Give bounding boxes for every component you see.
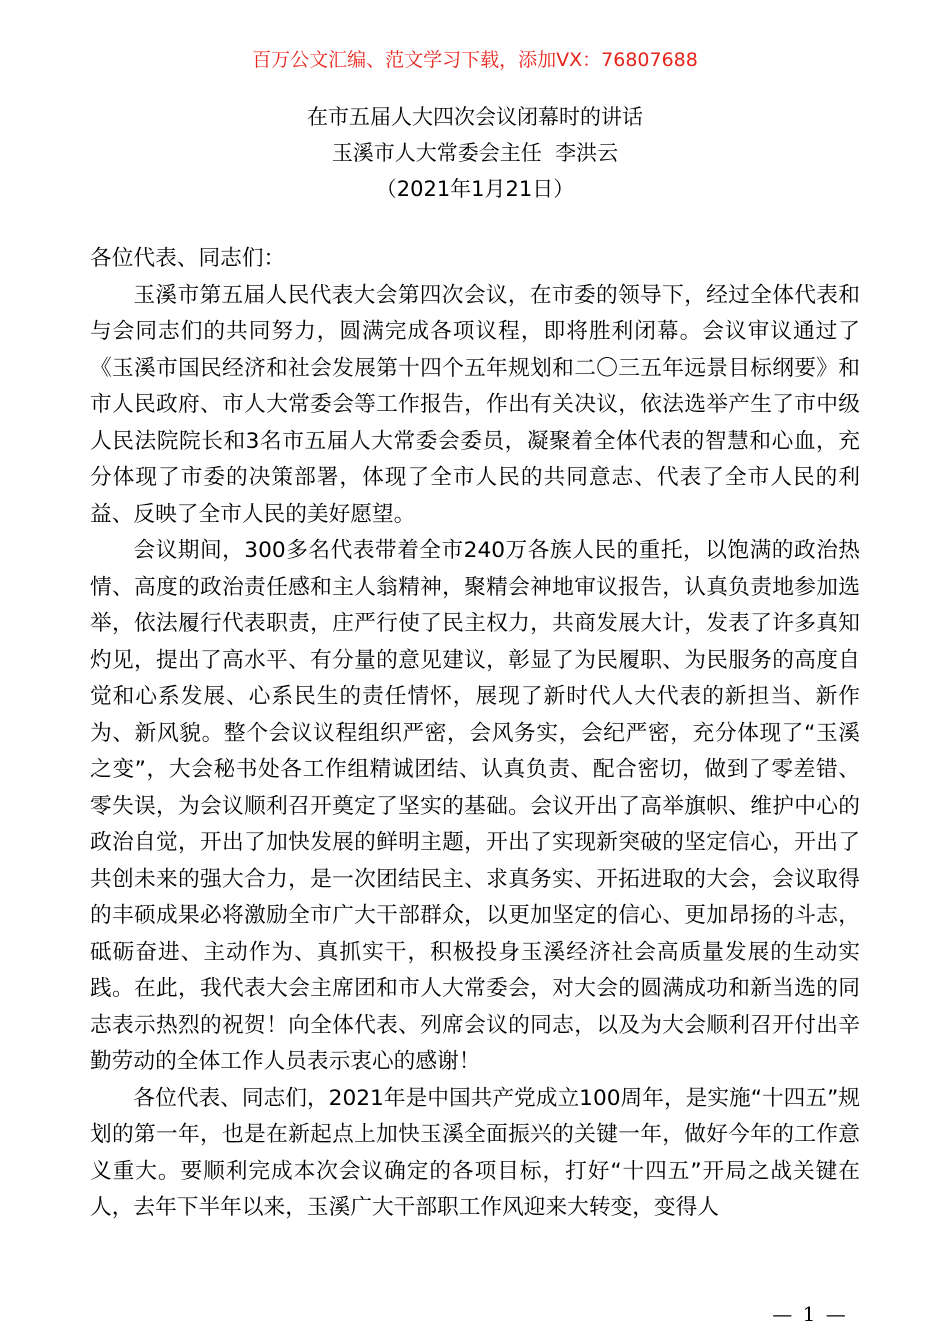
speech-date: （2021年1月21日） [375,177,575,201]
page-number: — 1 — [772,1302,848,1326]
speech-body [90,241,860,1227]
speech-title: 在市五届人大四次会议闭幕时的讲话 [307,105,643,129]
paragraph: 各位代表、同志们，2021年是中国共产党成立100周年，是实施“十四五”规划的第一年，也是在新起点上加快玉溪全面振兴的关键一年，做好今年的工作意义重大。要顺利完成本次会议确定的各项目标，打好“十四五”开局之战关键在人，去年下半年以来，玉溪广大干部职工作风迎来大转变，变得人 [90,1085,860,1220]
paragraph: 会议期间，300多名代表带着全市240万各族人民的重托，以饱满的政治热情、高度的政治责任感和主人翁精神，聚精会神地审议报告，认真负责地参加选举，依法履行代表职责，庄严行使了民主权力，共商发展大计，发表了许多真知灼见，提出了高水平、有分量的意见建议，彰显了为民履职、为民服务的高度自觉和心系发展、心系民生的责任情怀，展现了新时代人大代表的新担当、新作为、新风貌。整个会议议程组织严密，会风务实，会纪严密，充分体现了“玉溪之变”，大会秘书处各工作组精诚团结、认真负责、配合密切，做到了零差错、零失误，为会议顺利召开奠定了坚实的基础。会议开出了高举旗帜、维护中心的政治自觉，开出了加快发展的鲜明主题，开出了实现新突破的坚定信心，开出了共创未来的强大合力，是一次团结民主、求真务实、开拓进取的大会，会议取得的丰硕成果必将激励全市广大干部群众，以更加坚定的信心、更加昂扬的斗志，砥砺奋进、主动作为、真抓实干，积极投身玉溪经济社会高质量发展的生动实践。在此，我代表大会主席团和市人大常委会，对大会的圆满成功和新当选的同志表示热烈的祝贺！向全体代表、列席会议的同志，以及为大会顺利召开付出辛勤劳动的全体工作人员表示衷心的感谢！ [90,538,860,1074]
download-banner: 百万公文汇编、范文学习下载，添加VX：76807688 [252,49,698,71]
salutation: 各位代表、同志们： [90,246,286,271]
speaker-line: 玉溪市人大常委会主任 李洪云 [331,141,619,165]
title-block [0,99,950,207]
paragraph: 玉溪市第五届人民代表大会第四次会议，在市委的领导下，经过全体代表和与会同志们的共同努力，圆满完成各项议程，即将胜利闭幕。会议审议通过了《玉溪市国民经济和社会发展第十四个五年规划和二〇三五年远景目标纲要》和市人民政府、市人大常委会等工作报告，作出有关决议，依法选举产生了市中级人民法院院长和3名市五届人大常委会委员，凝聚着全体代表的智慧和心血，充分体现了市委的决策部署，体现了全市人民的共同意志、代表了全市人民的利益、反映了全市人民的美好愿望。 [90,282,860,527]
